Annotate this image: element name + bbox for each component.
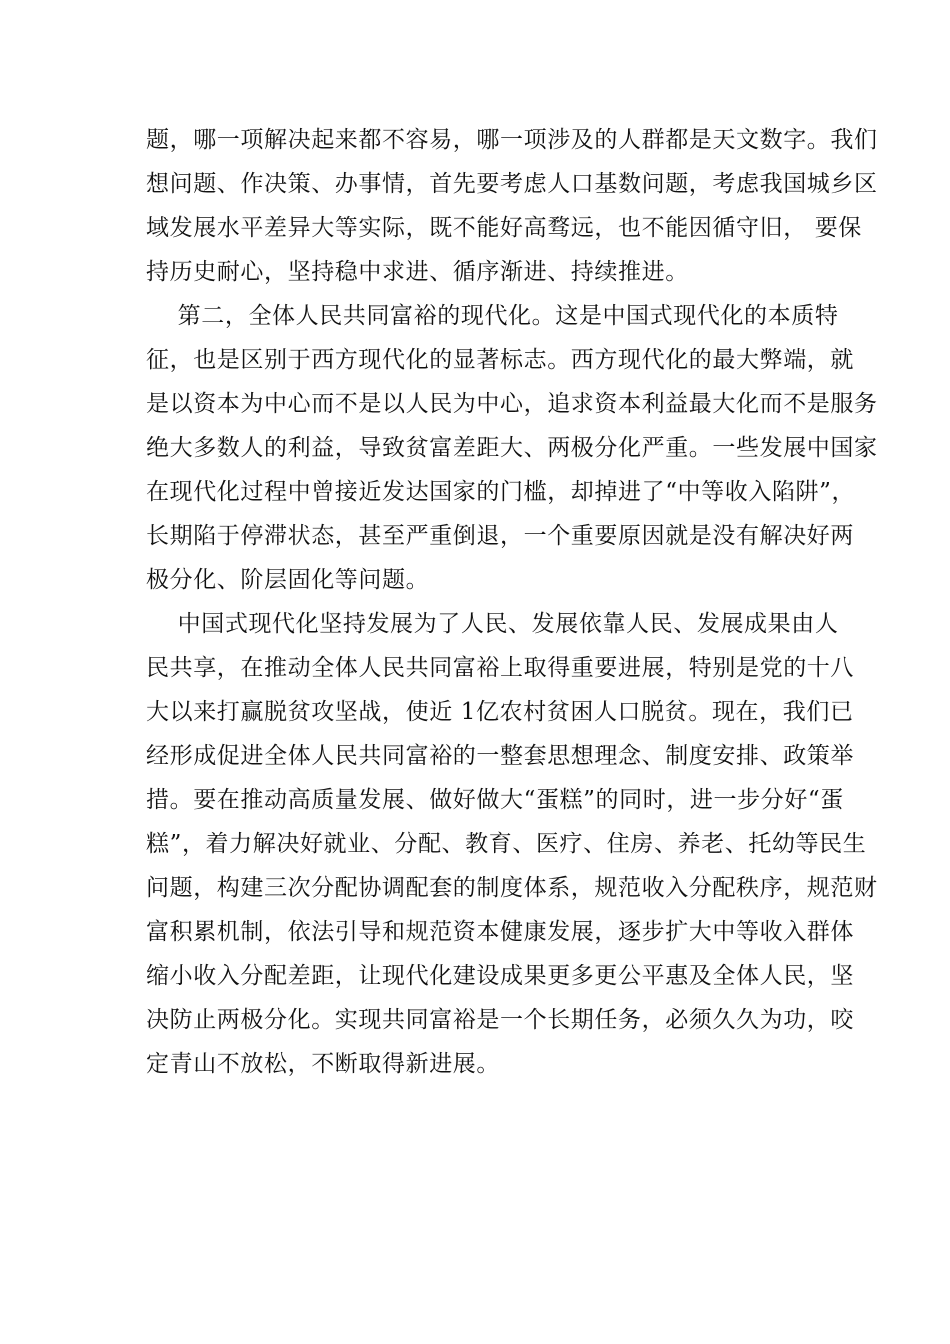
- paragraph-line: 在现代化过程中曾接近发达国家的门槛，却掉进了“中等收入陷阱”，: [146, 479, 856, 505]
- paragraph-line: 域发展水平差异大等实际，既不能好高骛远，也不能因循守旧， 要保: [146, 215, 862, 241]
- paragraph-line: 定青山不放松，不断取得新进展。: [146, 1051, 500, 1077]
- paragraph-line: 绝大多数人的利益，导致贫富差距大、两极分化严重。一些发展中国家: [146, 435, 878, 461]
- paragraph-line: 是以资本为中心而不是以人民为中心，追求资本利益最大化而不是服务: [146, 391, 878, 417]
- paragraph-line: 措。要在推动高质量发展、做好做大“蛋糕”的同时，进一步分好“蛋: [146, 787, 844, 813]
- paragraph-line: 长期陷于停滞状态，甚至严重倒退，一个重要原因就是没有解决好两: [146, 523, 854, 549]
- paragraph-line: 问题，构建三次分配协调配套的制度体系，规范收入分配秩序，规范财: [146, 875, 878, 901]
- paragraph-2: [146, 294, 878, 602]
- paragraph-line: 想问题、作决策、办事情，首先要考虑人口基数问题，考虑我国城乡区: [146, 171, 878, 197]
- body-text: [146, 118, 878, 1086]
- paragraph-line: 题，哪一项解决起来都不容易，哪一项涉及的人群都是天文数字。我们: [146, 127, 878, 153]
- paragraph-line: 大以来打赢脱贫攻坚战，使近 1亿农村贫困人口脱贫。现在，我们已: [146, 699, 854, 725]
- paragraph-line: 富积累机制，依法引导和规范资本健康发展，逐步扩大中等收入群体: [146, 919, 854, 945]
- paragraph-line: 糕”，着力解决好就业、分配、教育、医疗、住房、养老、托幼等民生: [146, 831, 867, 857]
- paragraph-line: 第二，全体人民共同富裕的现代化。这是中国式现代化的本质特: [146, 303, 839, 329]
- paragraph-line: 经形成促进全体人民共同富裕的一整套思想理念、制度安排、政策举: [146, 743, 854, 769]
- paragraph-line: 决防止两极分化。实现共同富裕是一个长期任务，必须久久为功，咬: [146, 1007, 854, 1033]
- paragraph-line: 中国式现代化坚持发展为了人民、发展依靠人民、发展成果由人: [146, 611, 839, 637]
- paragraph-1: [146, 118, 878, 294]
- paragraph-3: [146, 602, 878, 1086]
- paragraph-line: 民共享，在推动全体人民共同富裕上取得重要进展，特别是党的十八: [146, 655, 854, 681]
- paragraph-line: 缩小收入分配差距，让现代化建设成果更多更公平惠及全体人民，坚: [146, 963, 854, 989]
- paragraph-line: 征，也是区别于西方现代化的显著标志。西方现代化的最大弊端，就: [146, 347, 854, 373]
- paragraph-line: 持历史耐心，坚持稳中求进、循序渐进、持续推进。: [146, 259, 689, 285]
- paragraph-line: 极分化、阶层固化等问题。: [146, 567, 430, 593]
